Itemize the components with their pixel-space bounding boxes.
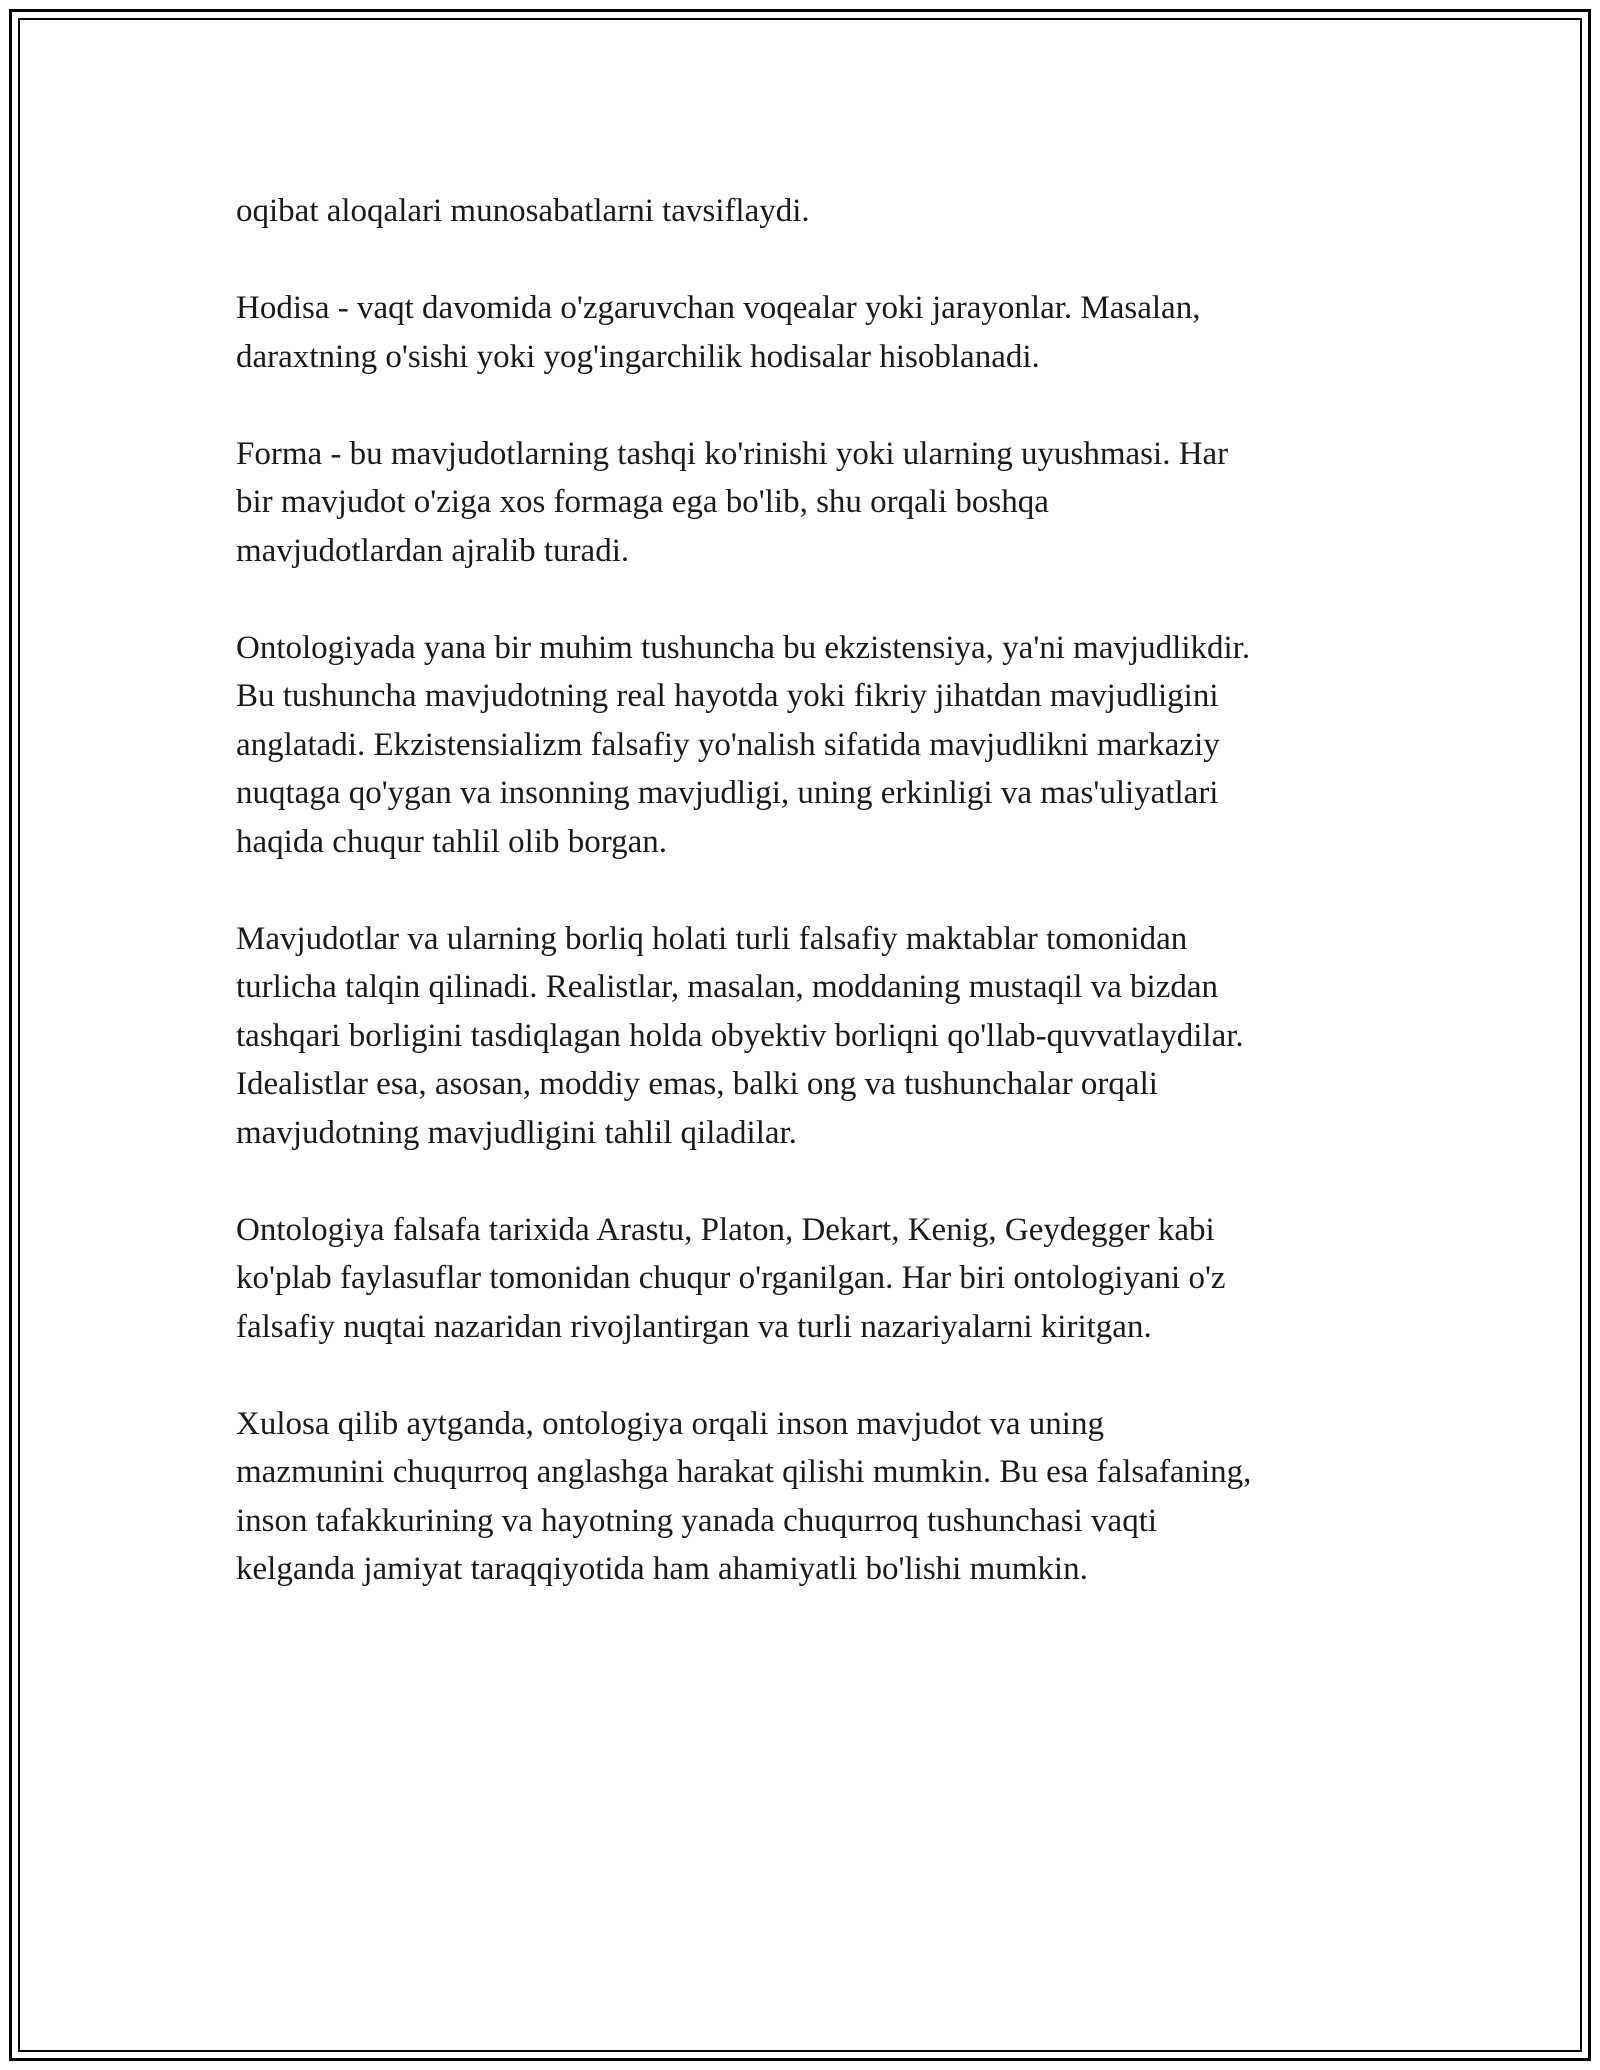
text-line: nuqtaga qo'ygan va insonning mavjudligi, uning erkinligi va mas'uliyatlari [236, 775, 1219, 811]
text-line: Forma - bu mavjudotlarning tashqi ko'rinishi yoki ularning uyushmasi. Har [236, 435, 1229, 472]
text-line: Idealistlar esa, asosan, moddiy emas, balki ong va tushunchalar orqali [236, 1066, 1158, 1102]
text-line: Ontologiyada yana bir muhim tushuncha bu ekzistensiya, ya'ni mavjudlikdir. [236, 629, 1251, 666]
text-line: haqida chuqur tahlil olib borgan. [236, 823, 668, 860]
text-line: kelganda jamiyat taraqqiyotida ham ahamiyatli bo'lishi mumkin. [236, 1551, 1088, 1587]
paragraph-2 [236, 284, 1386, 381]
text-line: mazmunini chuqurroq anglashga harakat qilishi mumkin. Bu esa falsafaning, [236, 1454, 1252, 1490]
text-line: ko'plab faylasuflar tomonidan chuqur o'rganilgan. Har biri ontologiyani o'z [236, 1260, 1226, 1296]
text-line: Hodisa - vaqt davomida o'zgaruvchan voqealar yoki jarayonlar. Masalan, [236, 290, 1201, 326]
text-line: mavjudotlardan ajralib turadi. [236, 532, 630, 569]
text-line: bir mavjudot o'ziga xos formaga ega bo'lib, shu orqali boshqa [236, 484, 1049, 520]
text-line: tashqari borligini tasdiqlagan holda obyektiv borliqni qo'llab-quvvatlaydilar. [236, 1017, 1244, 1054]
text-line: turlicha talqin qilinadi. Realistlar, masalan, moddaning mustaqil va bizdan [236, 969, 1219, 1005]
paragraph-5 [236, 915, 1386, 1158]
text-line: inson tafakkurining va hayotning yanada chuqurroq tushunchasi vaqti [236, 1502, 1158, 1539]
text-line: daraxtning o'sishi yoki yog'ingarchilik hodisalar hisoblanadi. [236, 338, 1040, 375]
text-line: Mavjudotlar va ularning borliq holati turli falsafiy maktablar tomonidan [236, 920, 1188, 957]
paragraph-1 [236, 187, 1386, 236]
text-line: falsafiy nuqtai nazaridan rivojlantirgan va turli nazariyalarni kiritgan. [236, 1308, 1152, 1345]
paragraph-3 [236, 430, 1386, 576]
document-body [236, 187, 1386, 1642]
text-line: Bu tushuncha mavjudotning real hayotda yoki fikriy jihatdan mavjudligini [236, 678, 1219, 714]
paragraph-4 [236, 624, 1386, 867]
text-line: Xulosa qilib aytganda, ontologiya orqali inson mavjudot va uning [236, 1405, 1104, 1442]
text-line: mavjudotning mavjudligini tahlil qiladilar. [236, 1114, 797, 1151]
text-line: anglatadi. Ekzistensializm falsafiy yo'nalish sifatida mavjudlikni markaziy [236, 726, 1220, 763]
text-line: Ontologiya falsafa tarixida Arastu, Platon, Dekart, Kenig, Geydegger kabi [236, 1211, 1215, 1248]
text-line: oqibat aloqalari munosabatlarni tavsiflaydi. [236, 193, 810, 229]
paragraph-7 [236, 1400, 1386, 1594]
paragraph-6 [236, 1206, 1386, 1352]
